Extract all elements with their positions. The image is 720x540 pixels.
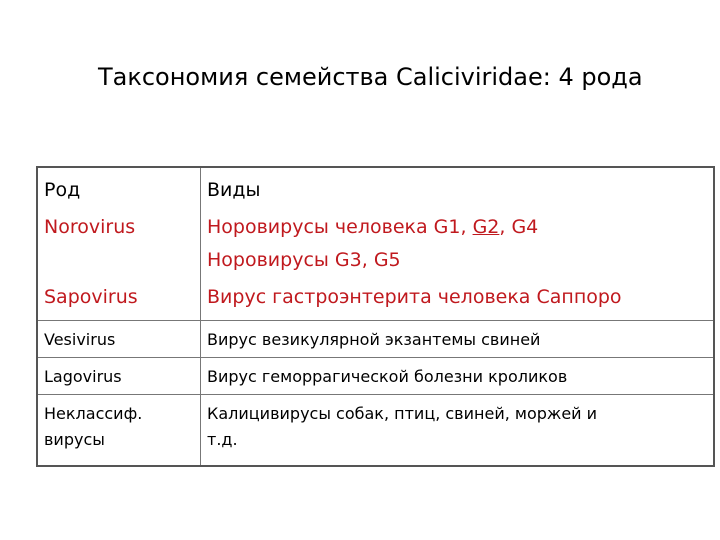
genus-sapovirus: Sapovirus [37, 277, 201, 321]
table-row-unclassified [37, 395, 714, 467]
genus-norovirus: Norovirus [37, 207, 201, 277]
genus-unclassified-line2: вирусы [44, 430, 105, 449]
species-norovirus-line2: Норовирусы G3, G5 [207, 249, 401, 271]
species-unclassified [201, 395, 715, 467]
table-row-norovirus [37, 207, 714, 277]
species-unclassified-line1: Калицивирусы собак, птиц, свиней, моржей и [207, 404, 598, 423]
genus-unclassified [37, 395, 201, 467]
species-norovirus-suffix: , G4 [499, 216, 539, 238]
species-vesivirus: Вирус везикулярной экзантемы свиней [201, 321, 715, 358]
header-genus: Род [37, 167, 201, 207]
species-sapovirus: Вирус гастроэнтерита человека Саппоро [201, 277, 715, 321]
genus-lagovirus: Lagovirus [37, 358, 201, 395]
species-norovirus-underlined: G2 [472, 216, 500, 238]
genus-vesivirus: Vesivirus [37, 321, 201, 358]
species-unclassified-line2: т.д. [207, 430, 238, 449]
species-lagovirus: Вирус геморрагической болезни кроликов [201, 358, 715, 395]
species-norovirus-prefix: Норовирусы человека G1, [207, 216, 473, 238]
genus-unclassified-line1: Неклассиф. [44, 404, 143, 423]
species-norovirus [201, 207, 715, 277]
page-title: Таксономия семейства Caliciviridae: 4 рода [98, 63, 643, 91]
header-species: Виды [201, 167, 715, 207]
taxonomy-table [36, 166, 715, 467]
table-header-row [37, 167, 714, 207]
table-row-sapovirus [37, 277, 714, 321]
table-row-vesivirus [37, 321, 714, 358]
species-norovirus-line1 [207, 211, 707, 244]
table-row-lagovirus [37, 358, 714, 395]
